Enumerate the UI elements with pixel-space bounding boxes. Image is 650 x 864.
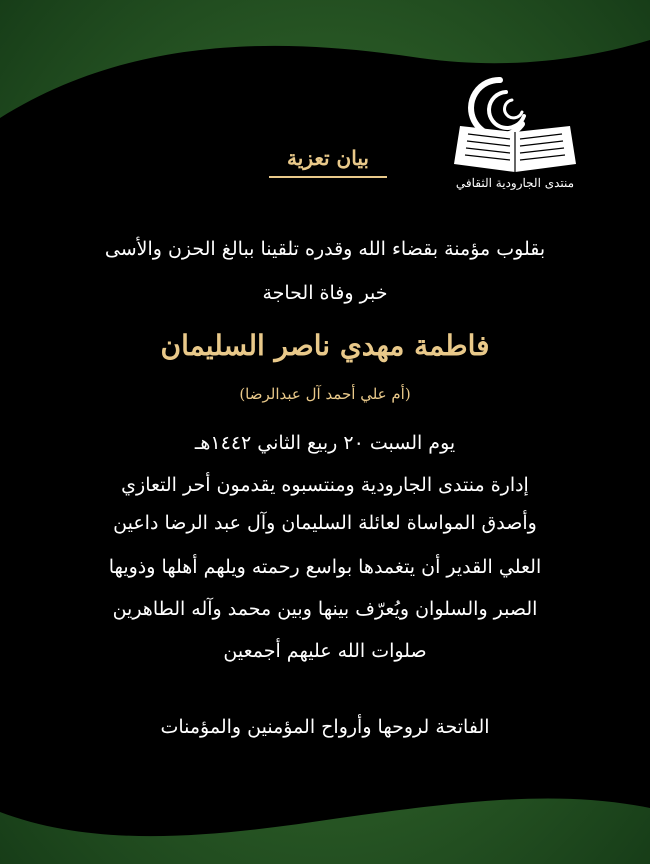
date-line: يوم السبت ٢٠ ربيع الثاني ١٤٤٢هـ bbox=[194, 432, 456, 454]
paragraph-line-5: صلوات الله عليهم أجمعين bbox=[223, 640, 427, 662]
paragraph-line-2: وأصدق المواساة لعائلة السليمان وآل عبد الرضا داعين bbox=[113, 512, 537, 534]
body-line-1: بقلوب مؤمنة بقضاء الله وقدره تلقينا ببالغ الحزن والأسى bbox=[104, 238, 546, 260]
paragraph-line-1: إدارة منتدى الجارودية ومنتسبوه يقدمون أحر التعازي bbox=[121, 474, 529, 496]
body-line-2: خبر وفاة الحاجة bbox=[262, 282, 388, 304]
deceased-name: فاطمة مهدي ناصر السليمان bbox=[160, 329, 490, 362]
page-title: بيان تعزية bbox=[287, 146, 369, 170]
title-underline bbox=[269, 176, 387, 178]
title-block bbox=[258, 142, 398, 178]
paragraph-line-4: الصبر والسلوان ويُعرّف بينها وبين محمد وآله الطاهرين bbox=[112, 598, 538, 620]
closing-line: الفاتحة لروحها وأرواح المؤمنين والمؤمنات bbox=[160, 716, 490, 738]
logo-caption: منتدى الجارودية الثقافي bbox=[455, 176, 575, 190]
deceased-kunya: (أم علي أحمد آل عبدالرضا) bbox=[239, 385, 411, 403]
paragraph-line-3: العلي القدير أن يتغمدها بواسع رحمته ويلهم أهلها وذويها bbox=[108, 556, 542, 578]
